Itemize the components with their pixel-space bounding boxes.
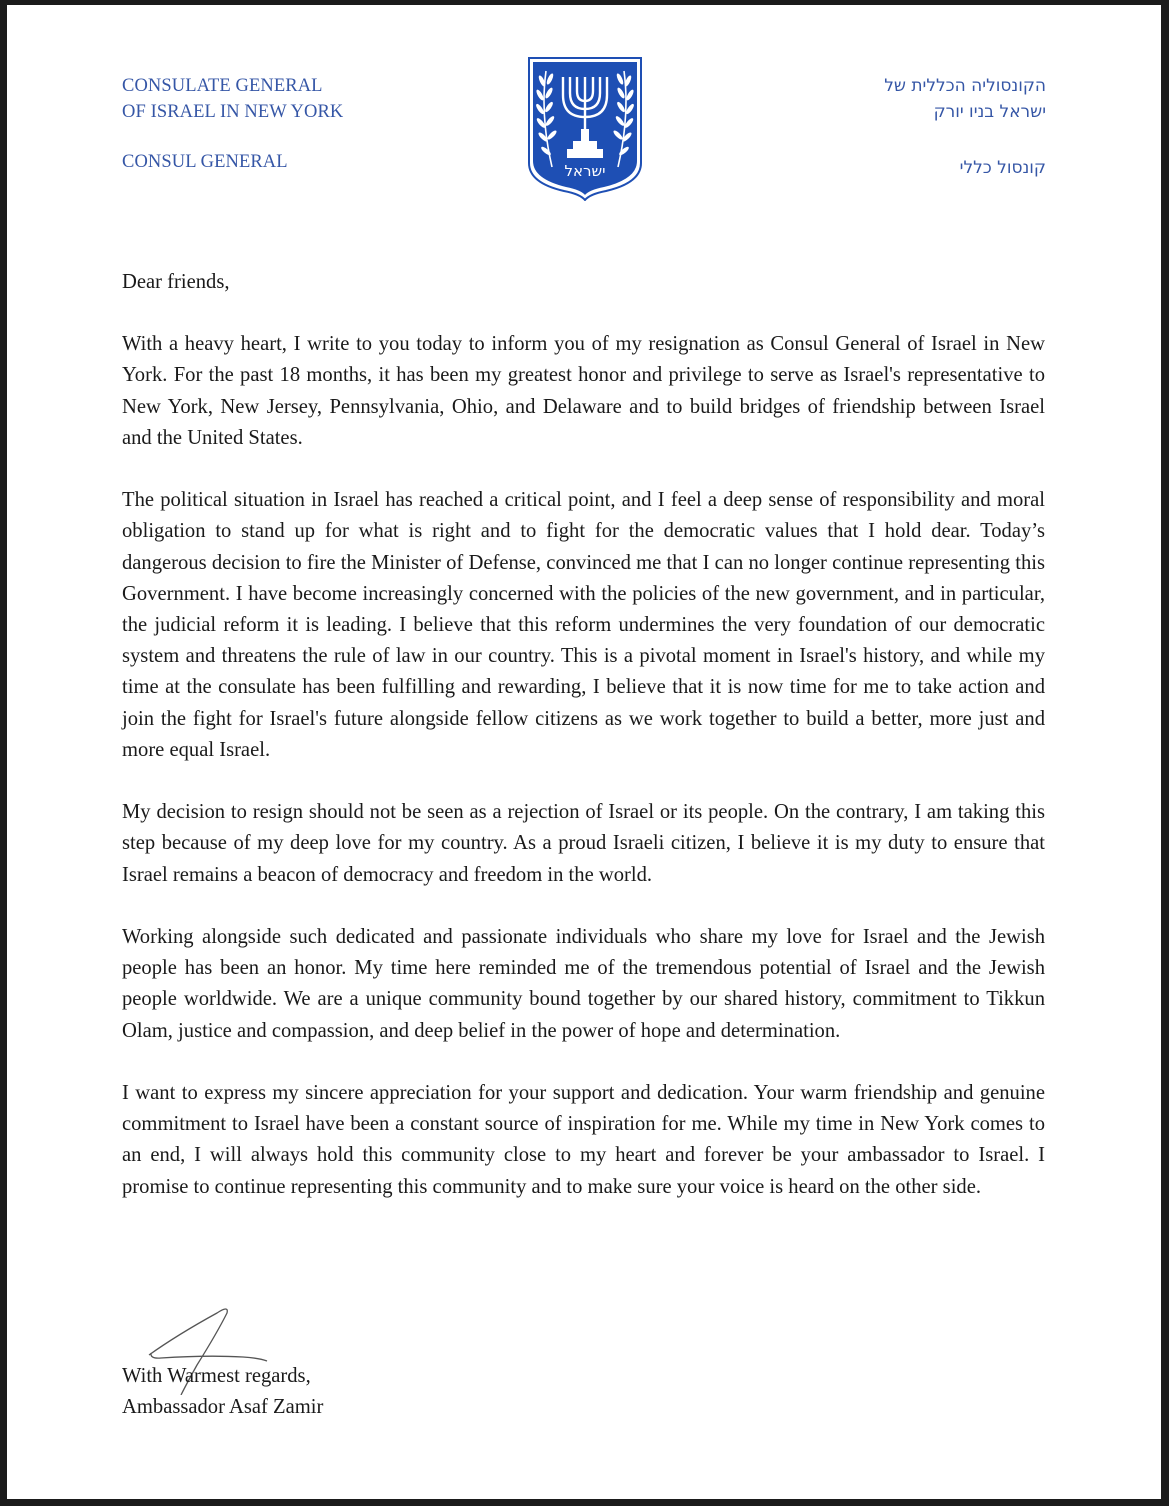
- closing-salutation: With Warmest regards,: [122, 1365, 311, 1387]
- letterhead-org-line-2: OF ISRAEL IN NEW YORK: [122, 102, 344, 122]
- emblem-caption: ישראל: [564, 162, 606, 180]
- state-of-israel-emblem-icon: [526, 55, 644, 201]
- greeting: Dear friends,: [122, 271, 230, 293]
- letterhead-english: [122, 73, 343, 175]
- letterhead-hebrew-title: קונסול כללי: [959, 158, 1046, 178]
- paragraph-community: Working alongside such dedicated and passionate individuals who share my love for Israel and the Jewish people has been an honor. My time here reminded me of the tremendous potential of Israel and the Jewish people worldwide. We are a unique community bound together by our shared history, commitment to Tikkun Olam, justice and compassion, and deep belief in the power of hope and determination.: [122, 926, 1045, 1042]
- paragraph-resignation: With a heavy heart, I write to you today to inform you of my resignation as Consul General of Israel in New York. For the past 18 months, it has been my greatest honor and privilege to serve as Israel's representative to New York, New Jersey, Pennsylvania, Ohio, and Delaware and to build bridges of friendship between Israel and the United States.: [122, 333, 1045, 449]
- letterhead-hebrew: [884, 73, 1046, 181]
- letterhead-title: CONSUL GENERAL: [122, 152, 288, 172]
- letterhead-hebrew-line-1: הקונסוליה הכללית של: [884, 76, 1046, 96]
- signatory-name: Ambassador Asaf Zamir: [122, 1396, 324, 1419]
- letterhead-hebrew-line-2: ישראל בניו יורק: [933, 102, 1046, 122]
- paragraph-political-situation: The political situation in Israel has reached a critical point, and I feel a deep sense of responsibility and moral obligation to stand up for what is right and to fight for the democratic values that I hold dear. Today’s dangerous decision to fire the Minister of Defense, convinced me that I can no longer continue representing this Government. I have become increasingly concerned with the policies of the new government, and in particular, the judicial reform it is leading. I believe that this reform undermines the very foundation of our democratic system and threatens the rule of law in our country. This is a pivotal moment in Israel's history, and while my time at the consulate has been fulfilling and rewarding, I believe that it is now time for me to take action and join the fight for Israel's future alongside fellow citizens as we work together to build a better, more just and more equal Israel.: [122, 489, 1045, 761]
- closing-block: [122, 1361, 323, 1423]
- letter-body: [122, 267, 1045, 1234]
- letterhead-org-line-1: CONSULATE GENERAL: [122, 76, 323, 96]
- paragraph-appreciation: I want to express my sincere appreciation for your support and dedication. Your warm friendship and genuine commitment to Israel have been a constant source of inspiration for me. While my time in New York comes to an end, I will always hold this community close to my heart and forever be your ambassador to Israel. I promise to continue representing this community and to make sure your voice is heard on the other side.: [122, 1082, 1045, 1198]
- letter-page: [7, 5, 1161, 1499]
- paragraph-decision: My decision to resign should not be seen as a rejection of Israel or its people. On the contrary, I am taking this step because of my deep love for my country. As a proud Israeli citizen, I believe it is my duty to ensure that Israel remains a beacon of democracy and freedom in the world.: [122, 801, 1045, 886]
